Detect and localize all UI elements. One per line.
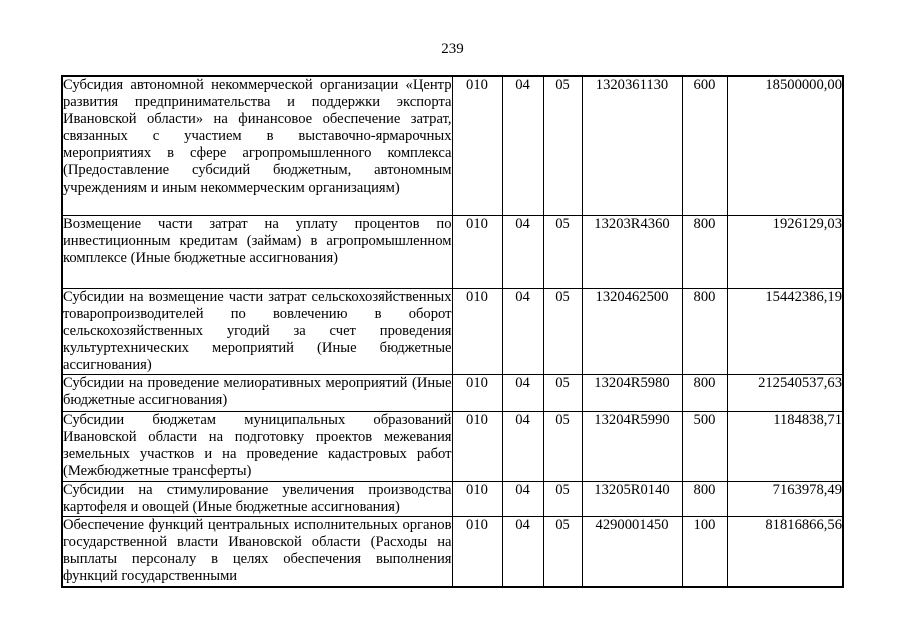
cell-target-article: 13204R5990 [582,411,682,481]
cell-section: 04 [502,481,543,516]
cell-subsection: 05 [543,76,582,215]
cell-expense-type: 500 [682,411,727,481]
cell-expense-type: 800 [682,288,727,374]
cell-section: 04 [502,288,543,374]
cell-target-article: 4290001450 [582,517,682,587]
cell-section: 04 [502,215,543,288]
cell-subsection: 05 [543,215,582,288]
table-row [62,374,843,411]
cell-target-article: 13203R4360 [582,215,682,288]
cell-grbs: 010 [452,517,502,587]
table-row [62,517,843,587]
cell-description: Субсидии на возмещение части затрат сельскохозяйственных товаропроизводителей по вовлечению в оборот сельскохозяйственных угодий за счет проведения культуртехнических мероприятий (Иные бюджетные ассигнования) [63,288,452,373]
cell-subsection: 05 [543,481,582,516]
cell-amount: 18500000,00 [727,76,843,215]
table-row [62,76,843,215]
table-row [62,481,843,516]
cell-target-article: 13205R0140 [582,481,682,516]
cell-expense-type: 100 [682,517,727,587]
cell-grbs: 010 [452,374,502,411]
cell-grbs: 010 [452,288,502,374]
cell-subsection: 05 [543,374,582,411]
cell-description: Субсидии на стимулирование увеличения производства картофеля и овощей (Иные бюджетные ассигнования) [63,481,452,516]
cell-description: Субсидии на проведение мелиоративных мероприятий (Иные бюджетные ассигнования) [62,374,452,411]
cell-target-article: 13204R5980 [582,374,682,411]
cell-section: 04 [502,76,543,215]
cell-target-article: 1320462500 [582,288,682,374]
page-number: 239 [441,41,464,57]
cell-amount: 7163978,49 [727,481,843,516]
cell-amount: 212540537,63 [727,374,843,411]
table-row [62,411,843,481]
table-row [62,215,843,288]
cell-expense-type: 800 [682,215,727,288]
cell-subsection: 05 [543,288,582,374]
cell-section: 04 [502,411,543,481]
cell-description: Субсидия автономной некоммерческой организации «Центр развития предпринимательства и поддержки экспорта Ивановской области» на финансовое обеспечение затрат, связанных с участием в выставочно-ярмарочных мероприятиях в сфере агропромышленного комплекса (Предоставление субсидий бюджетным, автономным учреждениям и иным некоммерческим организациям) [62,76,452,215]
cell-description: Обеспечение функций центральных исполнительных органов государственной власти Ивановской области (Расходы на выплаты персоналу в целях обеспечения выполнения функций государственными [62,517,452,587]
cell-section: 04 [502,517,543,587]
cell-expense-type: 800 [682,481,727,516]
cell-subsection: 05 [543,411,582,481]
cell-amount: 1184838,71 [727,411,843,481]
budget-table [61,75,844,588]
cell-grbs: 010 [452,76,502,215]
cell-amount: 1926129,03 [727,215,843,288]
cell-grbs: 010 [452,411,502,481]
cell-grbs: 010 [452,215,502,288]
cell-grbs: 010 [452,481,502,516]
cell-description: Возмещение части затрат на уплату процентов по инвестиционным кредитам (займам) в агропромышленном комплексе (Иные бюджетные ассигнования) [62,215,452,288]
cell-subsection: 05 [543,517,582,587]
cell-expense-type: 600 [682,76,727,215]
cell-description: Субсидии бюджетам муниципальных образований Ивановской области на подготовку проектов межевания земельных участков и на проведение кадастровых работ (Межбюджетные трансферты) [62,411,452,481]
table-row [62,288,843,374]
cell-target-article: 1320361130 [582,76,682,215]
cell-section: 04 [502,374,543,411]
cell-amount: 15442386,19 [727,288,843,374]
cell-amount: 81816866,56 [727,517,843,587]
cell-expense-type: 800 [682,374,727,411]
